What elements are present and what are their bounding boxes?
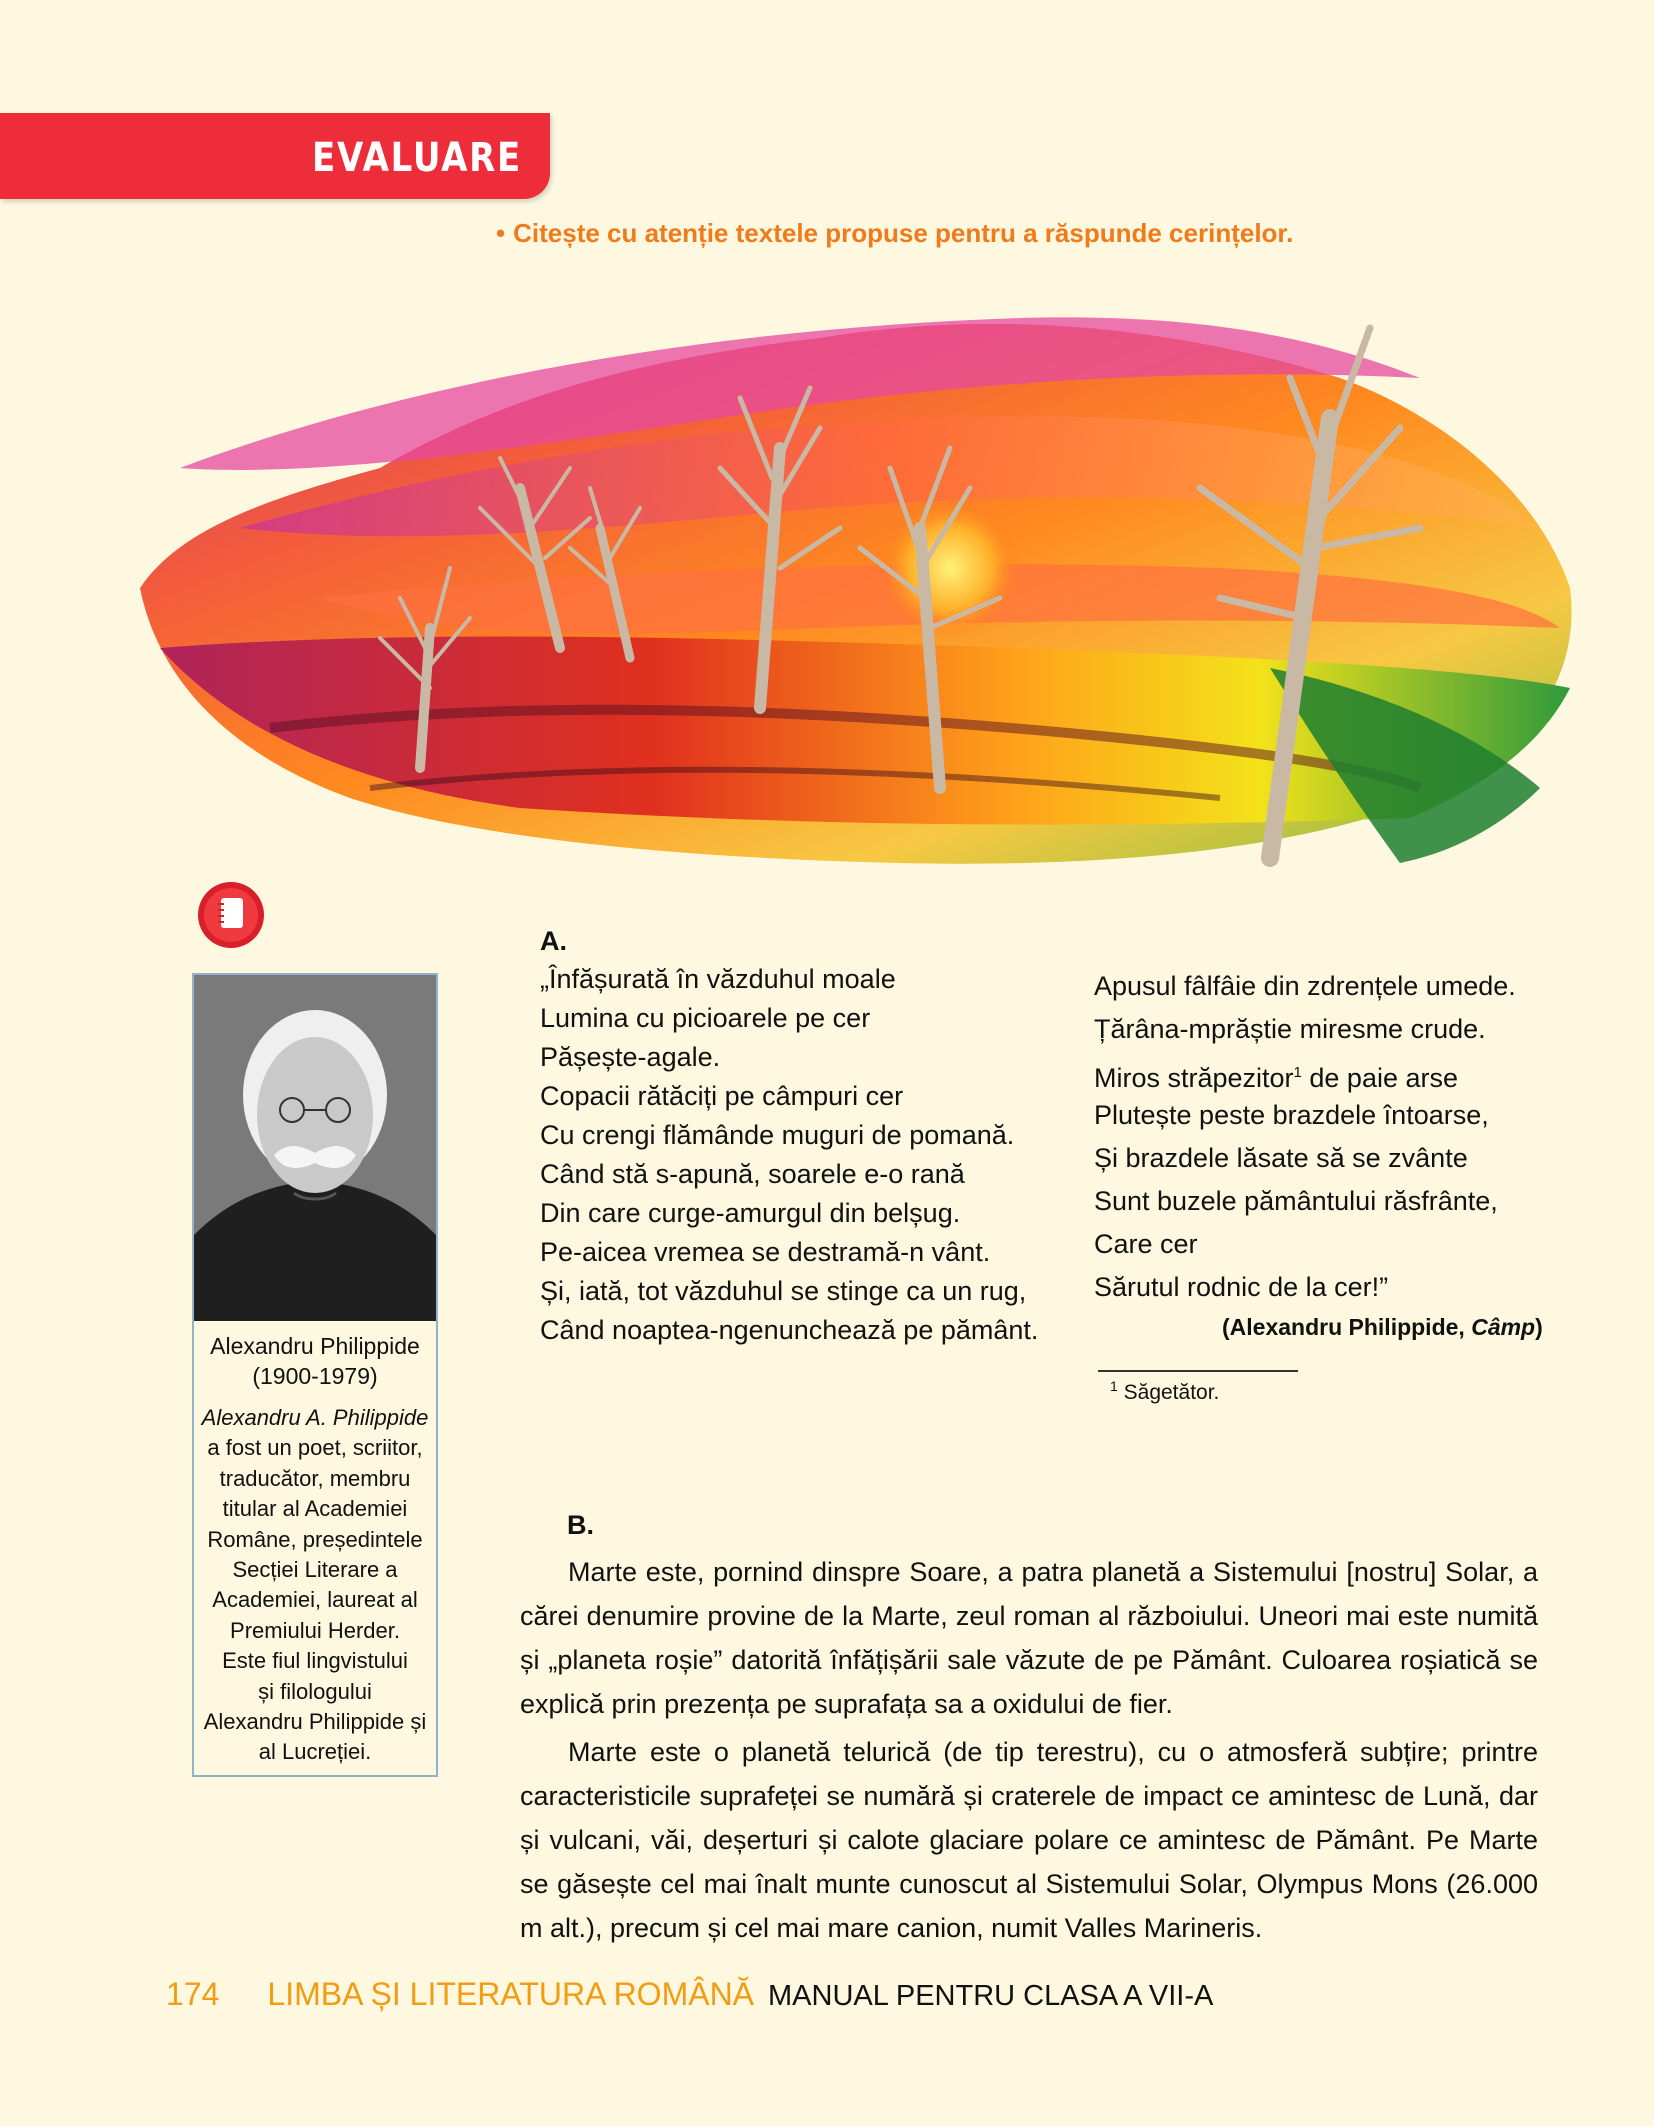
poem-line: Care cer: [1094, 1229, 1198, 1259]
bio-line: Premiului Herder.: [230, 1617, 400, 1643]
poem-line: Apusul fâlfâie din zdrențele umede.: [1094, 971, 1516, 1001]
bio-line: titular al Academiei: [222, 1496, 408, 1522]
banner-label: EVALUARE: [312, 135, 522, 181]
poem-line: Țărâna-mprăștie miresme crude.: [1094, 1014, 1486, 1044]
poem-right-column: [1094, 965, 1516, 1309]
page-footer: [166, 1976, 1213, 2013]
bio-line: și filologului: [258, 1678, 372, 1704]
portrait-years: (1900-1979): [252, 1363, 378, 1389]
bio-line: traducător, membru: [219, 1465, 411, 1491]
poem-line: „Înfășurată în văzduhul moale: [540, 964, 896, 994]
page-number: 174: [166, 1976, 220, 2012]
poem-line-with-footnote: Miros străpezitor$^1$ de paie arse: [1094, 1063, 1458, 1093]
sunset-trees-painting: [120, 268, 1590, 888]
poem-line: Când noaptea-ngenunchează pe pământ.: [540, 1315, 1039, 1345]
notebook-icon: [196, 880, 266, 950]
footer-manual: MANUAL PENTRU CLASA A VII-A: [768, 1980, 1214, 2012]
poem-line: Plutește peste brazdele întoarse,: [1094, 1100, 1489, 1130]
poem-left-column: [540, 960, 1038, 1350]
bio-line: Române, președintele: [207, 1526, 423, 1552]
section-b-label: B.: [567, 1510, 594, 1540]
footer-subject: LIMBA ȘI LITERATURA ROMÂNĂ: [267, 1976, 755, 2012]
instruction-text: • Citește cu atenție textele propuse pentru a răspunde cerințelor.: [496, 218, 1294, 248]
author-sidebar: [192, 973, 438, 1777]
poem-line: Pe-aicea vremea se destramă-n vânt.: [540, 1237, 991, 1267]
bio-line: Alexandru Philippide și: [203, 1709, 427, 1735]
poem-line: Sărutul rodnic de la cer!”: [1094, 1272, 1389, 1302]
author-portrait: [194, 975, 436, 1321]
portrait-name: Alexandru Philippide: [210, 1333, 420, 1359]
poem-line: Cu crengi flămânde muguri de pomană.: [540, 1120, 1015, 1150]
poem-line: Sunt buzele pământului răsfrânte,: [1094, 1186, 1498, 1216]
bio-line: Este fiul lingvistului: [222, 1648, 408, 1674]
author-bio: [194, 1403, 436, 1768]
poem-line: Și, iată, tot văzduhul se stinge ca un rug,: [540, 1276, 1027, 1306]
poem-line: Când stă s-apună, soarele e-o rană: [540, 1159, 965, 1189]
bio-line: al Lucreției.: [258, 1739, 372, 1765]
poem-title: Câmp: [1471, 1314, 1536, 1340]
footnote-divider: [1098, 1370, 1298, 1372]
paragraph: Marte este o planetă telurică (de tip terestru), cu o atmosferă subțire; printre caracteristicile suprafeței se numără și craterele de impact ce amintesc de Lună, dar și vulcani, văi, deșerturi și calote glaciare polare ce amintesc de Pământ. Pe Marte se găsește cel mai înalt munte cunoscut al Sistemului Solar, Olympus Mons (26.000 m alt.), precum și cel mai mare canion, numit Valles Marineris.: [520, 1737, 1538, 1943]
bio-line: a fost un poet, scriitor,: [207, 1435, 423, 1461]
section-a-label: A.: [540, 926, 567, 956]
poem-line: Și brazdele lăsate să se zvânte: [1094, 1143, 1468, 1173]
footnote: $^1$ Săgetător.: [1110, 1378, 1220, 1404]
poem-attribution: (Alexandru Philippide, Câmp): [1222, 1314, 1543, 1340]
bio-line: Secției Literare a: [232, 1557, 398, 1583]
paragraph: Marte este, pornind dinspre Soare, a patra planetă a Sistemului [nostru] Solar, a cărei denumire provine de la Marte, zeul roman al războiului. Uneori mai este numită și „planeta roșie” datorită înfățișării sale văzute de pe Pământ. Culoarea roșiatică se explică prin prezența pe suprafața sa a oxidului de fier.: [520, 1557, 1538, 1719]
poem-line: Pășește-agale.: [540, 1042, 721, 1072]
bio-name: Alexandru A. Philippide: [201, 1405, 429, 1430]
poem-line: Din care curge-amurgul din belșug.: [540, 1198, 961, 1228]
bullet-icon: •: [496, 218, 506, 248]
section-b-text: [520, 1550, 1538, 1950]
footnote-marker: 1: [1293, 1064, 1302, 1081]
poem-line: Lumina cu picioarele pe cer: [540, 1003, 871, 1033]
bio-line: Academiei, laureat al: [212, 1587, 418, 1613]
evaluation-banner: [0, 113, 550, 199]
poem-line: Copacii rătăciți pe câmpuri cer: [540, 1081, 904, 1111]
